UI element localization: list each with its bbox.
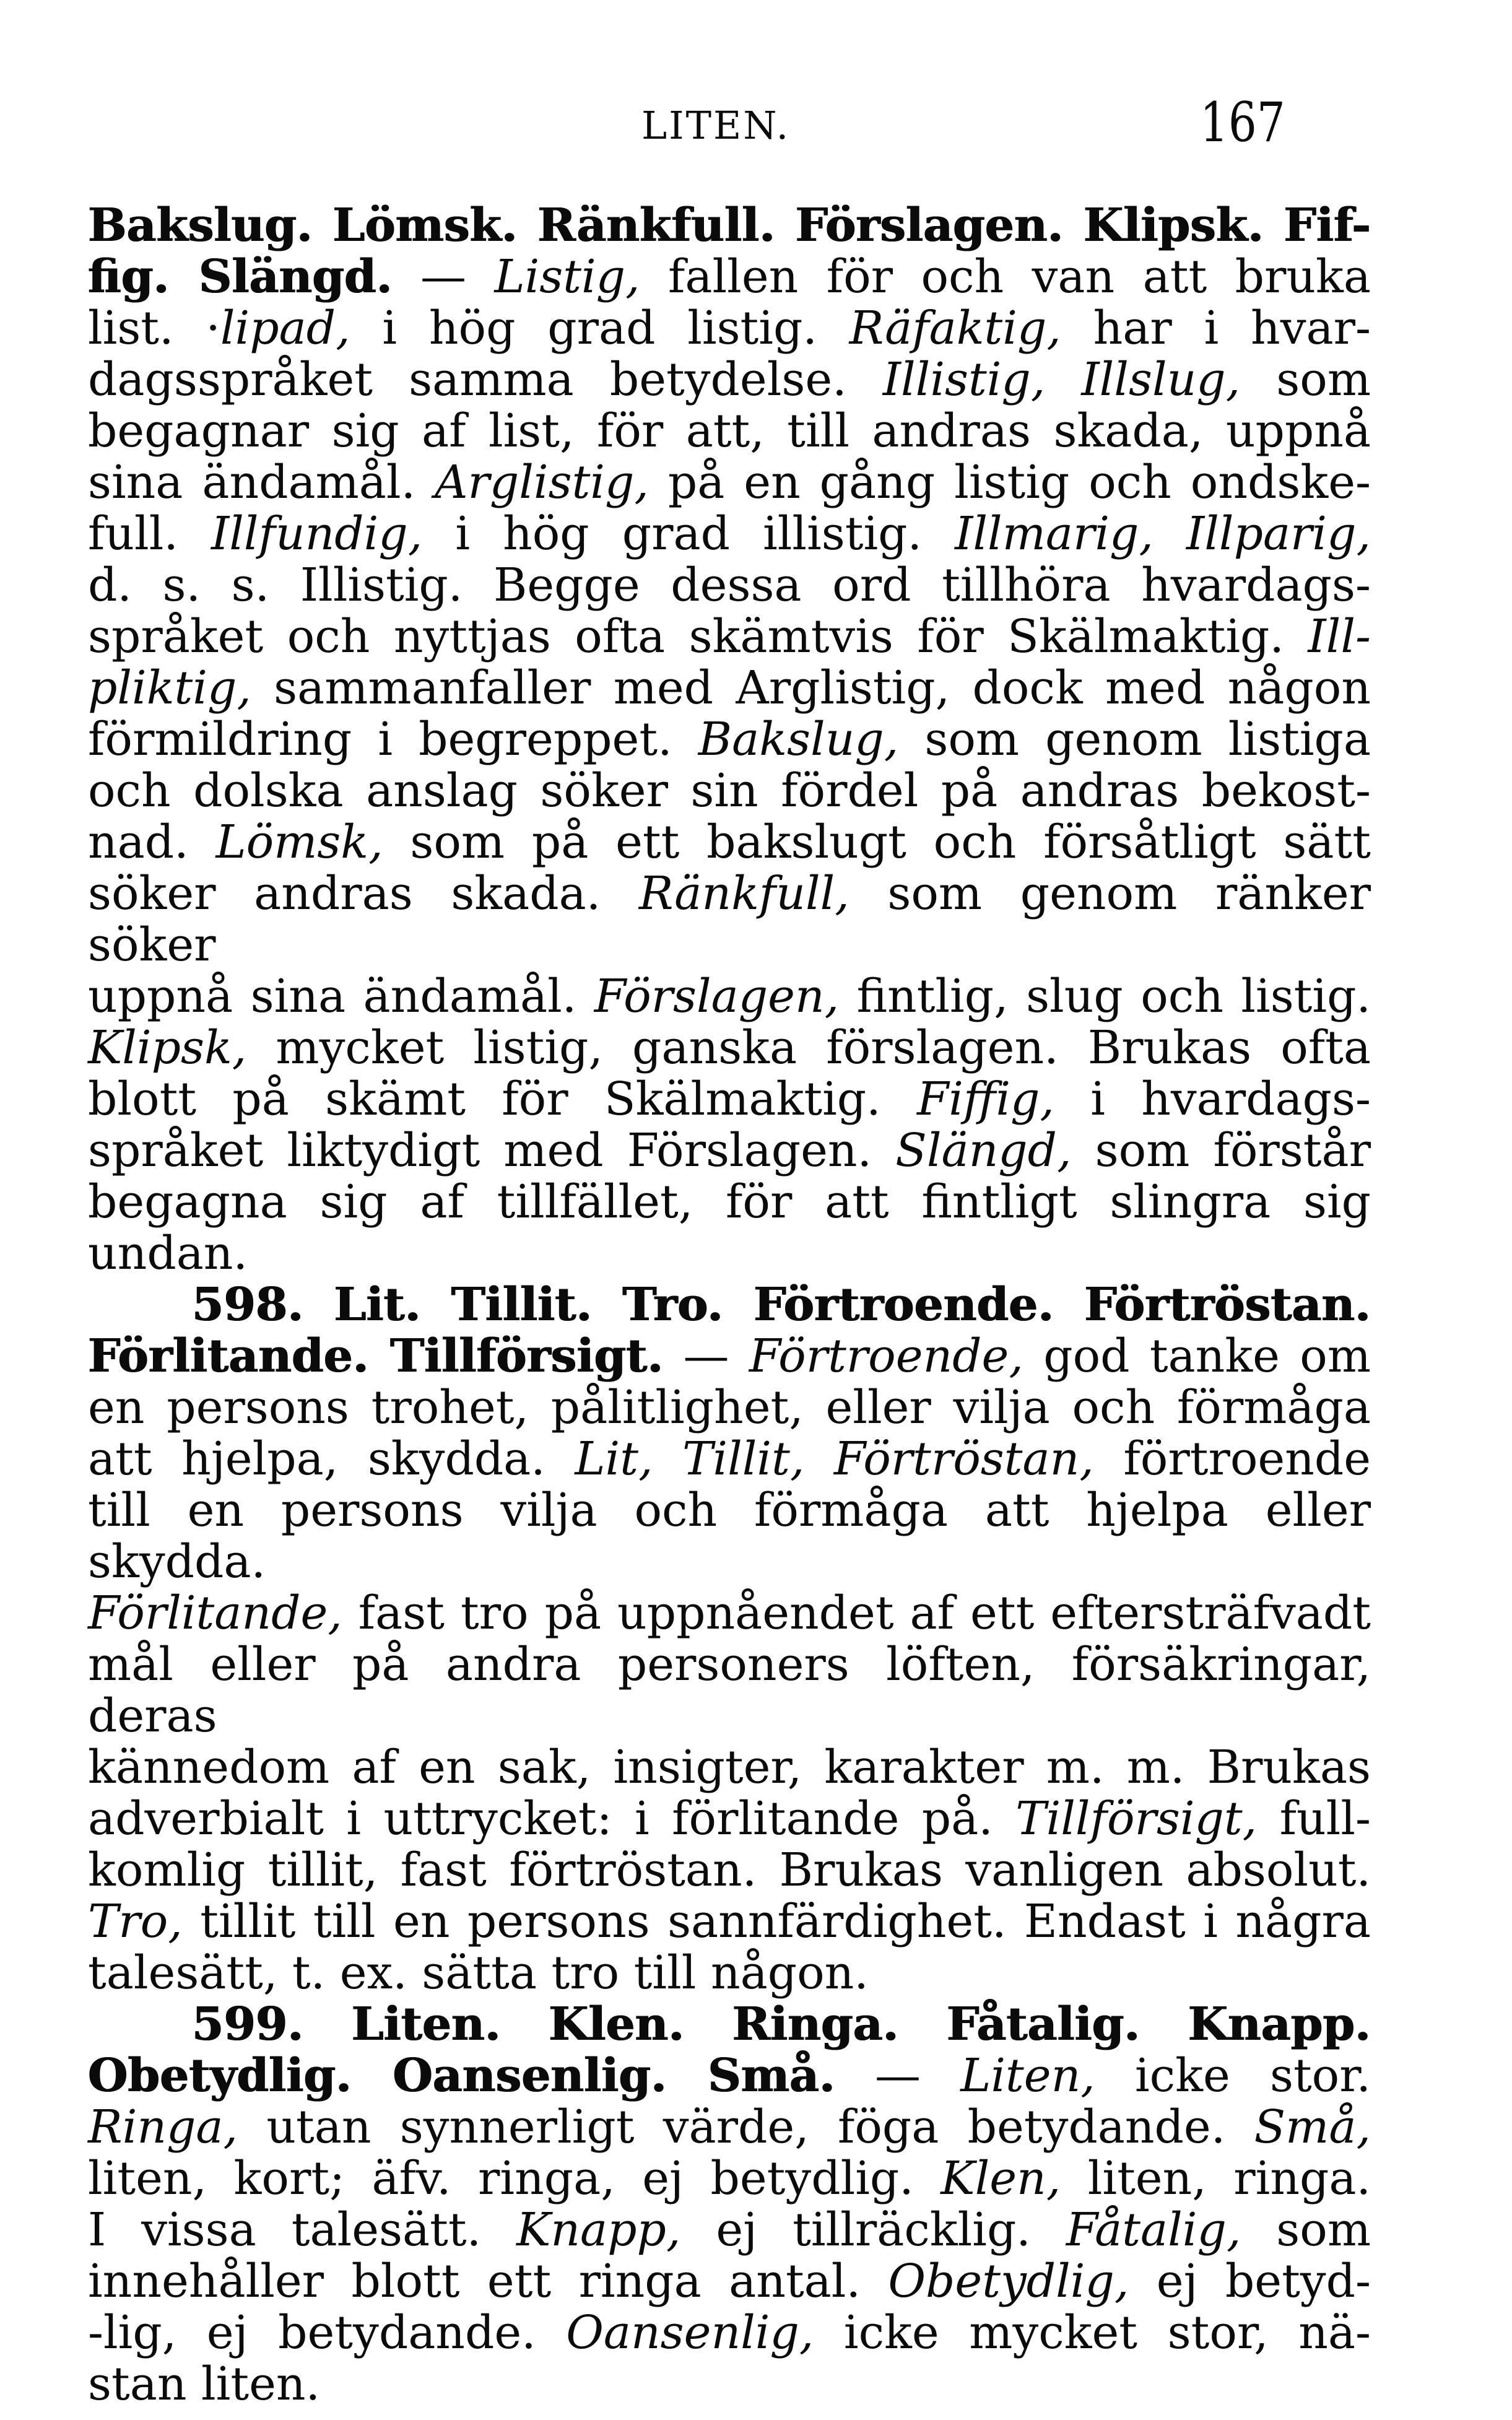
text-line bbox=[88, 868, 1371, 971]
text-segment: en persons trohet, pålitlighet, eller vilja och förmåga bbox=[88, 1381, 1371, 1434]
text-segment: mycket listig, ganska förslagen. Brukas ofta bbox=[246, 1021, 1371, 1074]
text-segment: kännedom af en sak, insigter, karakter m. m. Brukas bbox=[88, 1741, 1371, 1794]
text-segment: som på ett bakslugt och försåtligt sätt bbox=[383, 816, 1371, 869]
text-line bbox=[88, 1434, 1371, 1485]
page-body bbox=[88, 200, 1371, 2410]
text-segment: i hög grad listig. bbox=[350, 302, 849, 355]
text-segment: — bbox=[392, 250, 495, 303]
text-line bbox=[88, 1074, 1371, 1125]
text-segment: ej betyd- bbox=[1129, 2255, 1371, 2308]
text-segment: Ränkfull, bbox=[638, 867, 849, 920]
text-line bbox=[88, 508, 1371, 560]
text-segment: i hvardags- bbox=[1054, 1073, 1371, 1126]
text-segment: Illfundig, bbox=[211, 507, 423, 560]
text-segment: söker andras skada. bbox=[88, 867, 639, 920]
text-line bbox=[88, 1022, 1371, 1074]
text-segment: komlig tillit, fast förtröstan. Brukas vanligen absolut. bbox=[88, 1843, 1371, 1897]
text-line bbox=[88, 1793, 1371, 1845]
text-segment: full- bbox=[1257, 1792, 1371, 1845]
text-line bbox=[88, 200, 1371, 251]
text-segment: Illmarig, Illparig, bbox=[955, 507, 1371, 560]
text-segment: Ringa, bbox=[88, 2100, 238, 2154]
text-segment: på en gång listig och ondske- bbox=[648, 456, 1371, 509]
text-line bbox=[88, 1382, 1371, 1434]
text-line bbox=[88, 2102, 1371, 2153]
text-line bbox=[88, 2307, 1371, 2359]
text-line bbox=[88, 714, 1371, 765]
text-segment: Klen, bbox=[941, 2152, 1061, 2205]
text-segment: Ill- bbox=[1308, 610, 1371, 663]
text-segment: har i hvar- bbox=[1061, 302, 1371, 355]
text-segment: talesätt, t. ex. sätta tro till någon. bbox=[88, 1946, 869, 2000]
text-segment: Obetydlig. Oansenlig. Små. bbox=[88, 2049, 835, 2102]
text-line bbox=[88, 1999, 1371, 2050]
text-segment: Bakslug, bbox=[698, 713, 899, 766]
text-segment: Förlitande, bbox=[88, 1586, 342, 1640]
text-segment: Lit, Tillit, Förtröstan, bbox=[575, 1432, 1094, 1486]
text-segment: adverbialt i uttrycket: i förlitande på. bbox=[88, 1792, 1016, 1845]
text-segment: som förstår bbox=[1071, 1124, 1371, 1177]
text-segment: Knapp, bbox=[516, 2203, 681, 2257]
text-segment: innehåller blott ett ringa antal. bbox=[88, 2255, 889, 2308]
text-segment: Fiffig, bbox=[916, 1073, 1054, 1126]
text-segment: som genom listiga bbox=[898, 713, 1371, 766]
text-line bbox=[88, 2359, 1371, 2410]
text-line bbox=[88, 1485, 1371, 1588]
text-segment: Räfaktig, bbox=[849, 302, 1061, 355]
text-segment: nad. bbox=[88, 816, 216, 869]
text-segment: som bbox=[1241, 2203, 1371, 2257]
text-segment: språket liktydigt med Förslagen. bbox=[88, 1124, 896, 1177]
text-line bbox=[88, 2256, 1371, 2307]
text-segment: I vissa talesätt. bbox=[88, 2203, 517, 2257]
text-segment: Förtroende, bbox=[749, 1330, 1023, 1383]
text-segment: tillit till en persons sannfärdighet. Endast i några bbox=[182, 1895, 1371, 1948]
entry-paragraph bbox=[88, 200, 1371, 1279]
text-segment: begagnar sig af list, för att, till andras skada, uppnå bbox=[88, 404, 1371, 458]
text-segment: — bbox=[835, 2049, 961, 2102]
text-segment: att hjelpa, skydda. bbox=[88, 1432, 575, 1486]
text-segment: Obetydlig, bbox=[888, 2255, 1129, 2308]
text-line bbox=[88, 1331, 1371, 1382]
text-segment: Tillförsigt, bbox=[1015, 1792, 1258, 1845]
text-line bbox=[88, 2050, 1371, 2102]
text-segment: Fåtalig, bbox=[1066, 2203, 1241, 2257]
text-segment: Slängd, bbox=[895, 1124, 1072, 1177]
text-line bbox=[88, 354, 1371, 406]
text-line bbox=[88, 303, 1371, 354]
text-segment: fintlig, slug och listig. bbox=[839, 970, 1371, 1023]
text-segment: Förslagen, bbox=[594, 970, 840, 1023]
text-segment: Tro, bbox=[88, 1895, 183, 1948]
text-line bbox=[88, 971, 1371, 1022]
text-segment: Lömsk, bbox=[215, 816, 383, 869]
text-segment: god tanke om bbox=[1023, 1330, 1371, 1383]
text-segment: lipad, bbox=[220, 302, 350, 355]
running-header: LITEN. bbox=[641, 103, 791, 148]
text-segment: -lig, ej betydande. bbox=[88, 2306, 567, 2359]
text-line bbox=[88, 1177, 1371, 1279]
text-line bbox=[88, 1742, 1371, 1793]
text-segment: sina ändamål. bbox=[88, 456, 435, 509]
text-segment: förmildring i begreppet. bbox=[88, 713, 698, 766]
text-line bbox=[88, 663, 1371, 714]
text-line bbox=[88, 457, 1371, 508]
text-segment: Klipsk, bbox=[88, 1021, 247, 1074]
text-segment: Arglistig, bbox=[435, 456, 649, 509]
text-segment: sammanfaller med Arglistig, dock med någon bbox=[251, 661, 1371, 715]
text-segment: ej tillräcklig. bbox=[680, 2203, 1066, 2257]
text-segment: 599. Liten. Klen. Ringa. Fåtalig. Knapp. bbox=[192, 1998, 1371, 2051]
text-segment: språket och nyttjas ofta skämtvis för Skälmaktig. bbox=[88, 610, 1308, 663]
text-segment: fast tro på uppnåendet af ett eftersträfvadt bbox=[342, 1586, 1371, 1640]
text-line bbox=[88, 560, 1371, 611]
text-segment: i hög grad illistig. bbox=[422, 507, 955, 560]
text-line bbox=[88, 817, 1371, 868]
text-segment: Oansenlig, bbox=[566, 2306, 814, 2359]
text-line bbox=[88, 1125, 1371, 1177]
text-segment: begagna sig af tillfället, för att fintligt slingra sig undan. bbox=[88, 1175, 1371, 1280]
text-segment: förtroende bbox=[1093, 1432, 1371, 1486]
text-line bbox=[88, 2153, 1371, 2205]
text-segment: liten, kort; äfv. ringa, ej betydlig. bbox=[88, 2152, 941, 2205]
text-segment: liten, ringa. bbox=[1061, 2152, 1371, 2205]
text-segment: fallen för och van att bruka bbox=[640, 250, 1371, 303]
text-segment: icke stor. bbox=[1095, 2049, 1371, 2102]
page-number: 167 bbox=[1200, 90, 1285, 154]
text-line bbox=[88, 1896, 1371, 1948]
text-line bbox=[88, 1588, 1371, 1639]
text-segment: Listig, bbox=[494, 250, 640, 303]
text-segment: mål eller på andra personers löften, försäkringar, deras bbox=[88, 1638, 1371, 1743]
text-line bbox=[88, 1948, 1371, 1999]
entry-paragraph bbox=[88, 1999, 1371, 2410]
text-segment: uppnå sina ändamål. bbox=[88, 970, 594, 1023]
entry-paragraph bbox=[88, 1279, 1371, 1999]
text-line bbox=[88, 765, 1371, 817]
text-segment: Små, bbox=[1254, 2100, 1371, 2154]
text-segment: Förlitande. Tillförsigt. bbox=[88, 1330, 664, 1383]
text-segment: list. · bbox=[88, 302, 220, 355]
text-segment: blott på skämt för Skälmaktig. bbox=[88, 1073, 917, 1126]
text-segment: till en persons vilja och förmåga att hjelpa eller skydda. bbox=[88, 1484, 1371, 1588]
text-line bbox=[88, 611, 1371, 663]
text-segment: full. bbox=[88, 507, 212, 560]
text-segment: d. s. s. Illistig. Begge dessa ord tillhöra hvardags- bbox=[88, 559, 1371, 612]
text-segment: stan liten. bbox=[88, 2357, 321, 2411]
text-line bbox=[88, 2205, 1371, 2256]
text-segment: som bbox=[1240, 353, 1371, 406]
text-segment: icke mycket stor, nä- bbox=[814, 2306, 1371, 2359]
text-line bbox=[88, 1845, 1371, 1896]
text-segment: utan synnerligt värde, föga betydande. bbox=[238, 2100, 1254, 2154]
text-segment: dagsspråket samma betydelse. bbox=[88, 353, 883, 406]
text-segment: — bbox=[663, 1330, 749, 1383]
text-segment: som genom ränker söker bbox=[88, 867, 1371, 972]
text-line bbox=[88, 1279, 1371, 1331]
text-segment: 598. Lit. Tillit. Tro. Förtroende. Förtröstan. bbox=[192, 1278, 1371, 1331]
text-segment: Liten, bbox=[960, 2049, 1095, 2102]
text-line bbox=[88, 1639, 1371, 1742]
text-segment: Illistig, Illslug, bbox=[882, 353, 1241, 406]
text-line bbox=[88, 251, 1371, 303]
text-segment: pliktig, bbox=[88, 661, 251, 715]
text-segment: och dolska anslag söker sin fördel på andras bekost- bbox=[88, 764, 1371, 817]
text-line bbox=[88, 406, 1371, 457]
text-segment: Bakslug. Lömsk. Ränkfull. Förslagen. Klipsk. Fif- bbox=[88, 199, 1371, 252]
text-segment: fig. Slängd. bbox=[88, 250, 393, 303]
